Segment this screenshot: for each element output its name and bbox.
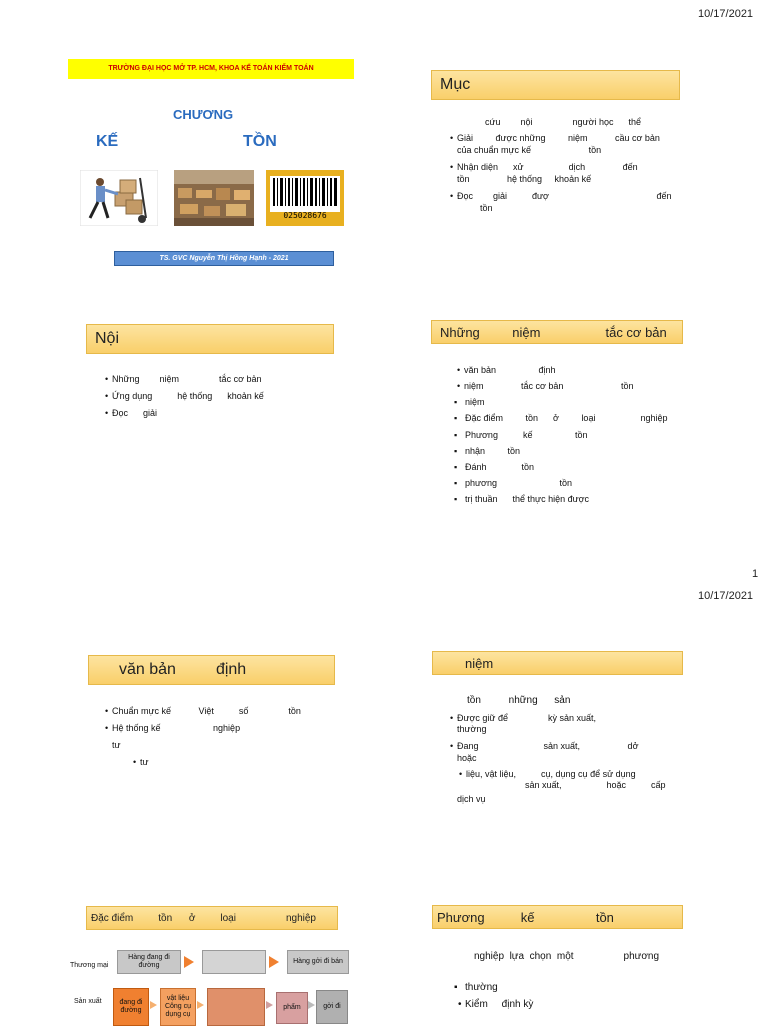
list-item: ▪ niệm xyxy=(465,396,485,408)
slide-concepts-header xyxy=(431,320,683,344)
arrow-icon xyxy=(197,1001,204,1009)
chapter-title-part2: TỒN xyxy=(243,133,277,150)
goods-sent-for-sale-box: Hàng gởi đi bán xyxy=(287,950,349,974)
slide-concepts-title: Những niệm tắc cơ bản xyxy=(440,324,667,340)
list-item: ▪ Đánh tồn xyxy=(465,461,534,473)
list-item: ▪ Đặc điểm tồn ở loại nghiệp xyxy=(465,412,667,424)
list-item: sản xuất, hoặc cấp xyxy=(525,780,666,790)
list-item: ▪ trị thuần thể thực hiện được xyxy=(465,493,589,505)
arrow-icon xyxy=(150,1001,157,1009)
warehouse-image xyxy=(174,170,254,226)
list-item: • văn bản định xyxy=(464,364,556,376)
objectives-intro: cứu nội người học thể xyxy=(485,117,642,127)
list-item: • liệu, vật liệu, cụ, dụng cụ để sử dụng xyxy=(466,768,636,780)
arrow-icon xyxy=(269,956,279,968)
page-date: 10/17/2021 xyxy=(698,8,754,20)
list-item: • Được giữ để kỳ sản xuất, xyxy=(457,712,596,724)
materials-tools-box: vật liệu Công cụ dụng cụ xyxy=(160,988,196,1026)
slide-contents-header xyxy=(86,324,334,354)
slide-definition-header xyxy=(432,651,683,675)
list-item: ▪ phương tồn xyxy=(465,477,572,489)
slide-objectives-header xyxy=(431,70,680,100)
author-bar: TS. GVC Nguyễn Thị Hồng Hạnh - 2021 xyxy=(114,251,334,266)
list-item: • Nhận diện xử dịch đến xyxy=(457,161,638,173)
list-item: • tư xyxy=(140,756,149,768)
barcode-image xyxy=(266,170,344,226)
slide-objectives-title: Mục xyxy=(440,76,471,93)
list-item: • Đọc giải đượ đến xyxy=(457,190,672,202)
arrow-icon xyxy=(184,956,194,968)
chapter-label: CHƯƠNG xyxy=(173,107,234,122)
list-item: tồn xyxy=(480,203,493,213)
slide-regulations-title: văn bản định xyxy=(119,661,247,678)
list-item: ▪ thường xyxy=(465,982,498,994)
list-item: • Ứng dụng hệ thống khoản kế xyxy=(112,390,264,402)
list-item: • Đang sản xuất, dở xyxy=(457,740,638,752)
list-item: dịch vụ xyxy=(457,794,486,804)
worker-hand-truck-image xyxy=(80,170,158,226)
definition-intro: tồn những sản xyxy=(467,695,571,706)
list-item: tồn hệ thống khoản kế xyxy=(457,174,592,184)
list-item: tư xyxy=(112,740,121,750)
production-row-label: Sản xuất xyxy=(74,998,102,1005)
slide-definition-title: niệm xyxy=(465,655,494,671)
slide-methods-header xyxy=(432,905,683,929)
list-item: ▪ nhận tồn xyxy=(465,445,520,457)
list-item: • Giải được những niệm cầu cơ bản xyxy=(457,132,660,144)
list-item: hoặc xyxy=(457,753,477,763)
arrow-icon xyxy=(308,1001,315,1009)
page-number: 1 xyxy=(752,568,759,580)
methods-intro: nghiệp lựa chọn một phương xyxy=(474,951,660,962)
chapter-title-part1: KẾ xyxy=(96,133,119,150)
barcode-digits: 025028676 xyxy=(283,211,327,220)
title-slide xyxy=(68,55,358,270)
work-in-progress-box xyxy=(207,988,265,1026)
university-banner: TRƯỜNG ĐẠI HỌC MỞ TP. HCM, KHOA KẾ TOÁN KIỂM TOÁN xyxy=(68,59,354,79)
list-item: • Đọc giải xyxy=(112,407,157,419)
list-item: • Hệ thống kế nghiệp xyxy=(112,722,240,734)
list-item: • Kiểm định kỳ xyxy=(465,999,533,1011)
goods-in-stock-box xyxy=(202,950,266,974)
list-item: • Những niệm tắc cơ bản xyxy=(112,373,261,385)
goods-sent-box: gởi đi xyxy=(316,990,348,1024)
finished-goods-box: phẩm xyxy=(276,992,308,1024)
list-item: của chuẩn mực kế tồn xyxy=(457,145,602,155)
slide-contents-title: Nội xyxy=(95,330,120,347)
list-item: thường xyxy=(457,724,487,734)
slide-characteristics-header xyxy=(86,906,338,930)
list-item: • niệm tắc cơ bản tồn xyxy=(464,380,633,392)
commerce-row-label: Thương mại xyxy=(70,962,109,969)
goods-in-transit-box: Hàng đang đi đường xyxy=(117,950,181,974)
list-item: ▪ Phương kế tồn xyxy=(465,429,587,441)
list-item: • Chuẩn mực kế Việt số tồn xyxy=(112,705,301,717)
slide-regulations-header xyxy=(88,655,335,685)
arrow-icon xyxy=(266,1001,273,1009)
production-in-transit-box: đang đi đường xyxy=(113,988,149,1026)
slide-methods-title: Phương kế tồn xyxy=(437,909,614,925)
page-date: 10/17/2021 xyxy=(698,590,754,602)
slide-characteristics-title: Đặc điểm tồn ở loại nghiệp xyxy=(91,912,316,924)
